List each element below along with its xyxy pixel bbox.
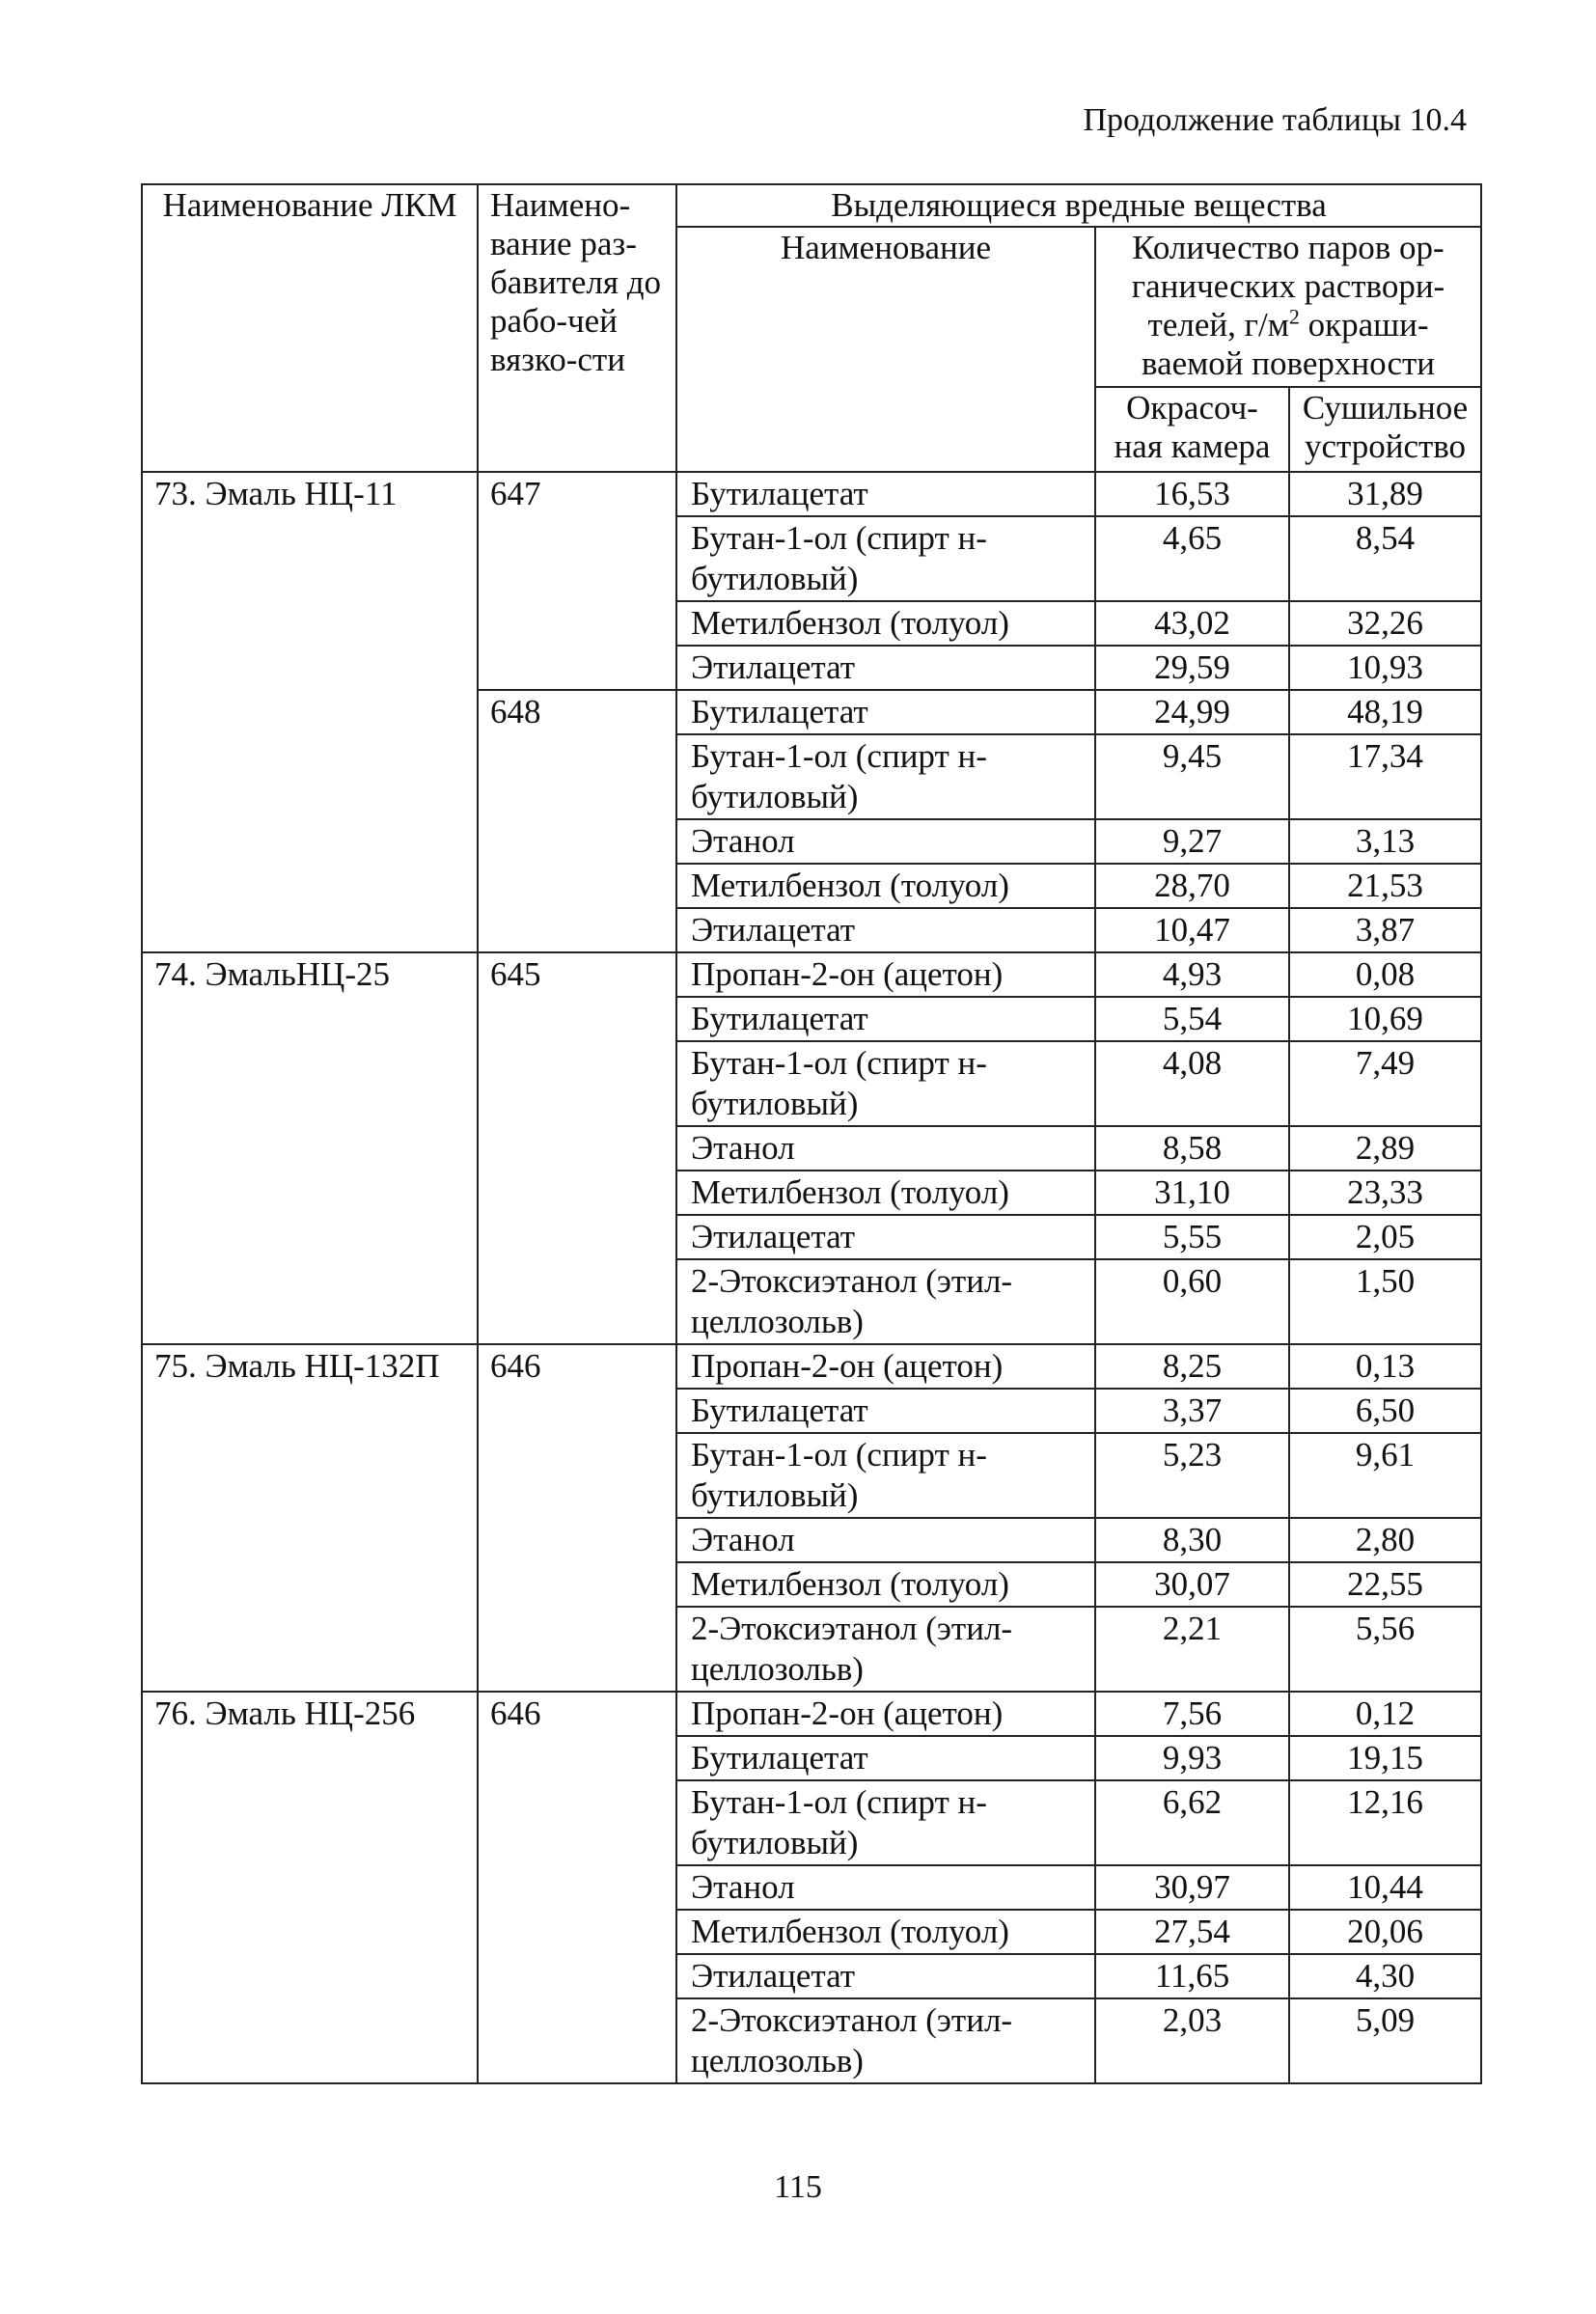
substance-cell: Пропан-2-он (ацетон) xyxy=(676,1692,1095,1736)
table-header xyxy=(142,184,1481,472)
substance-cell: Пропан-2-он (ацетон) xyxy=(676,1344,1095,1389)
substance-cell: Бутан-1-ол (спирт н-бутиловый) xyxy=(676,516,1095,601)
spray-booth-value: 6,62 xyxy=(1095,1780,1289,1865)
dryer-value: 3,13 xyxy=(1289,819,1481,864)
substance-cell: Метилбензол (толуол) xyxy=(676,864,1095,908)
spray-booth-value: 5,55 xyxy=(1095,1215,1289,1259)
page-number: 115 xyxy=(774,2169,822,2205)
dryer-value: 9,61 xyxy=(1289,1433,1481,1518)
dryer-value: 20,06 xyxy=(1289,1910,1481,1954)
dryer-value: 32,26 xyxy=(1289,601,1481,646)
solvent-name-cell: 646 xyxy=(478,1344,676,1692)
table-row xyxy=(142,1692,1481,1736)
substance-cell: Этилацетат xyxy=(676,646,1095,690)
lkm-name-cell: 76. Эмаль НЦ-256 xyxy=(142,1692,478,2083)
substance-cell: Метилбензол (толуол) xyxy=(676,1562,1095,1607)
header-amount-sup: 2 xyxy=(1288,304,1300,329)
spray-booth-value: 27,54 xyxy=(1095,1910,1289,1954)
table-body xyxy=(142,472,1481,2083)
solvent-name-cell: 647 xyxy=(478,472,676,690)
table-row xyxy=(142,472,1481,516)
substance-cell: Этилацетат xyxy=(676,1215,1095,1259)
dryer-value: 8,54 xyxy=(1289,516,1481,601)
substance-cell: Метилбензол (толуол) xyxy=(676,601,1095,646)
spray-booth-value: 24,99 xyxy=(1095,690,1289,734)
lkm-name-cell: 75. Эмаль НЦ-132П xyxy=(142,1344,478,1692)
spray-booth-value: 5,23 xyxy=(1095,1433,1289,1518)
spray-booth-value: 29,59 xyxy=(1095,646,1289,690)
header-substance-name: Наименование xyxy=(676,227,1095,472)
spray-booth-value: 8,25 xyxy=(1095,1344,1289,1389)
header-lkm: Наименование ЛКМ xyxy=(142,184,478,472)
dryer-value: 21,53 xyxy=(1289,864,1481,908)
spray-booth-value: 8,30 xyxy=(1095,1518,1289,1562)
emissions-table xyxy=(141,183,1482,2084)
dryer-value: 31,89 xyxy=(1289,472,1481,516)
dryer-value: 12,16 xyxy=(1289,1780,1481,1865)
spray-booth-value: 2,21 xyxy=(1095,1607,1289,1692)
substance-cell: Бутан-1-ол (спирт н-бутиловый) xyxy=(676,1433,1095,1518)
substance-cell: Этилацетат xyxy=(676,908,1095,952)
substance-cell: Бутилацетат xyxy=(676,1389,1095,1433)
spray-booth-value: 0,60 xyxy=(1095,1259,1289,1344)
substance-cell: Бутан-1-ол (спирт н-бутиловый) xyxy=(676,1780,1095,1865)
dryer-value: 17,34 xyxy=(1289,734,1481,819)
substance-cell: Метилбензол (толуол) xyxy=(676,1910,1095,1954)
spray-booth-value: 30,97 xyxy=(1095,1865,1289,1910)
substance-cell: Этанол xyxy=(676,1126,1095,1171)
table-caption: Продолжение таблицы 10.4 xyxy=(1083,102,1467,138)
header-dryer: Сушильное устройство xyxy=(1289,387,1481,472)
substance-cell: Бутан-1-ол (спирт н-бутиловый) xyxy=(676,734,1095,819)
dryer-value: 22,55 xyxy=(1289,1562,1481,1607)
substance-cell: Пропан-2-он (ацетон) xyxy=(676,952,1095,997)
header-amount-suffix: окраши-ваемой поверхности xyxy=(1142,306,1436,382)
spray-booth-value: 4,93 xyxy=(1095,952,1289,997)
table-row xyxy=(142,952,1481,997)
substance-cell: Бутилацетат xyxy=(676,1736,1095,1780)
dryer-value: 2,05 xyxy=(1289,1215,1481,1259)
dryer-value: 23,33 xyxy=(1289,1171,1481,1215)
dryer-value: 6,50 xyxy=(1289,1389,1481,1433)
spray-booth-value: 9,93 xyxy=(1095,1736,1289,1780)
spray-booth-value: 8,58 xyxy=(1095,1126,1289,1171)
spray-booth-value: 16,53 xyxy=(1095,472,1289,516)
spray-booth-value: 31,10 xyxy=(1095,1171,1289,1215)
substance-cell: Бутилацетат xyxy=(676,997,1095,1041)
substance-cell: Метилбензол (толуол) xyxy=(676,1171,1095,1215)
lkm-name-cell: 74. ЭмальНЦ-25 xyxy=(142,952,478,1344)
substance-cell: 2-Этоксиэтанол (этил-целлозольв) xyxy=(676,1259,1095,1344)
header-spray-booth: Окрасоч-ная камера xyxy=(1095,387,1289,472)
spray-booth-value: 2,03 xyxy=(1095,1998,1289,2083)
solvent-name-cell: 646 xyxy=(478,1692,676,2083)
solvent-name-cell: 648 xyxy=(478,690,676,952)
substance-cell: Бутилацетат xyxy=(676,690,1095,734)
dryer-value: 5,09 xyxy=(1289,1998,1481,2083)
dryer-value: 4,30 xyxy=(1289,1954,1481,1998)
spray-booth-value: 3,37 xyxy=(1095,1389,1289,1433)
header-emitted: Выделяющиеся вредные вещества xyxy=(676,184,1481,227)
header-amount-prefix: Количество паров ор-ганических раствори-телей, г/м xyxy=(1131,229,1445,344)
solvent-name-cell: 645 xyxy=(478,952,676,1344)
dryer-value: 0,12 xyxy=(1289,1692,1481,1736)
spray-booth-value: 30,07 xyxy=(1095,1562,1289,1607)
dryer-value: 19,15 xyxy=(1289,1736,1481,1780)
dryer-value: 10,69 xyxy=(1289,997,1481,1041)
dryer-value: 0,13 xyxy=(1289,1344,1481,1389)
substance-cell: Бутан-1-ол (спирт н-бутиловый) xyxy=(676,1041,1095,1126)
substance-cell: Бутилацетат xyxy=(676,472,1095,516)
spray-booth-value: 28,70 xyxy=(1095,864,1289,908)
spray-booth-value: 4,65 xyxy=(1095,516,1289,601)
dryer-value: 10,93 xyxy=(1289,646,1481,690)
spray-booth-value: 5,54 xyxy=(1095,997,1289,1041)
header-solvent: Наимено-вание раз-бавителя до рабо-чей вязко-сти xyxy=(478,184,676,472)
dryer-value: 5,56 xyxy=(1289,1607,1481,1692)
spray-booth-value: 4,08 xyxy=(1095,1041,1289,1126)
spray-booth-value: 9,27 xyxy=(1095,819,1289,864)
spray-booth-value: 10,47 xyxy=(1095,908,1289,952)
substance-cell: Этанол xyxy=(676,1518,1095,1562)
substance-cell: Этанол xyxy=(676,819,1095,864)
spray-booth-value: 11,65 xyxy=(1095,1954,1289,1998)
substance-cell: Этанол xyxy=(676,1865,1095,1910)
dryer-value: 3,87 xyxy=(1289,908,1481,952)
table-row xyxy=(142,1344,1481,1389)
substance-cell: Этилацетат xyxy=(676,1954,1095,1998)
spray-booth-value: 7,56 xyxy=(1095,1692,1289,1736)
dryer-value: 7,49 xyxy=(1289,1041,1481,1126)
spray-booth-value: 43,02 xyxy=(1095,601,1289,646)
dryer-value: 48,19 xyxy=(1289,690,1481,734)
substance-cell: 2-Этоксиэтанол (этил-целлозольв) xyxy=(676,1998,1095,2083)
dryer-value: 2,80 xyxy=(1289,1518,1481,1562)
header-amount xyxy=(1095,227,1481,387)
dryer-value: 0,08 xyxy=(1289,952,1481,997)
dryer-value: 2,89 xyxy=(1289,1126,1481,1171)
dryer-value: 10,44 xyxy=(1289,1865,1481,1910)
substance-cell: 2-Этоксиэтанол (этил-целлозольв) xyxy=(676,1607,1095,1692)
dryer-value: 1,50 xyxy=(1289,1259,1481,1344)
lkm-name-cell: 73. Эмаль НЦ-11 xyxy=(142,472,478,952)
spray-booth-value: 9,45 xyxy=(1095,734,1289,819)
